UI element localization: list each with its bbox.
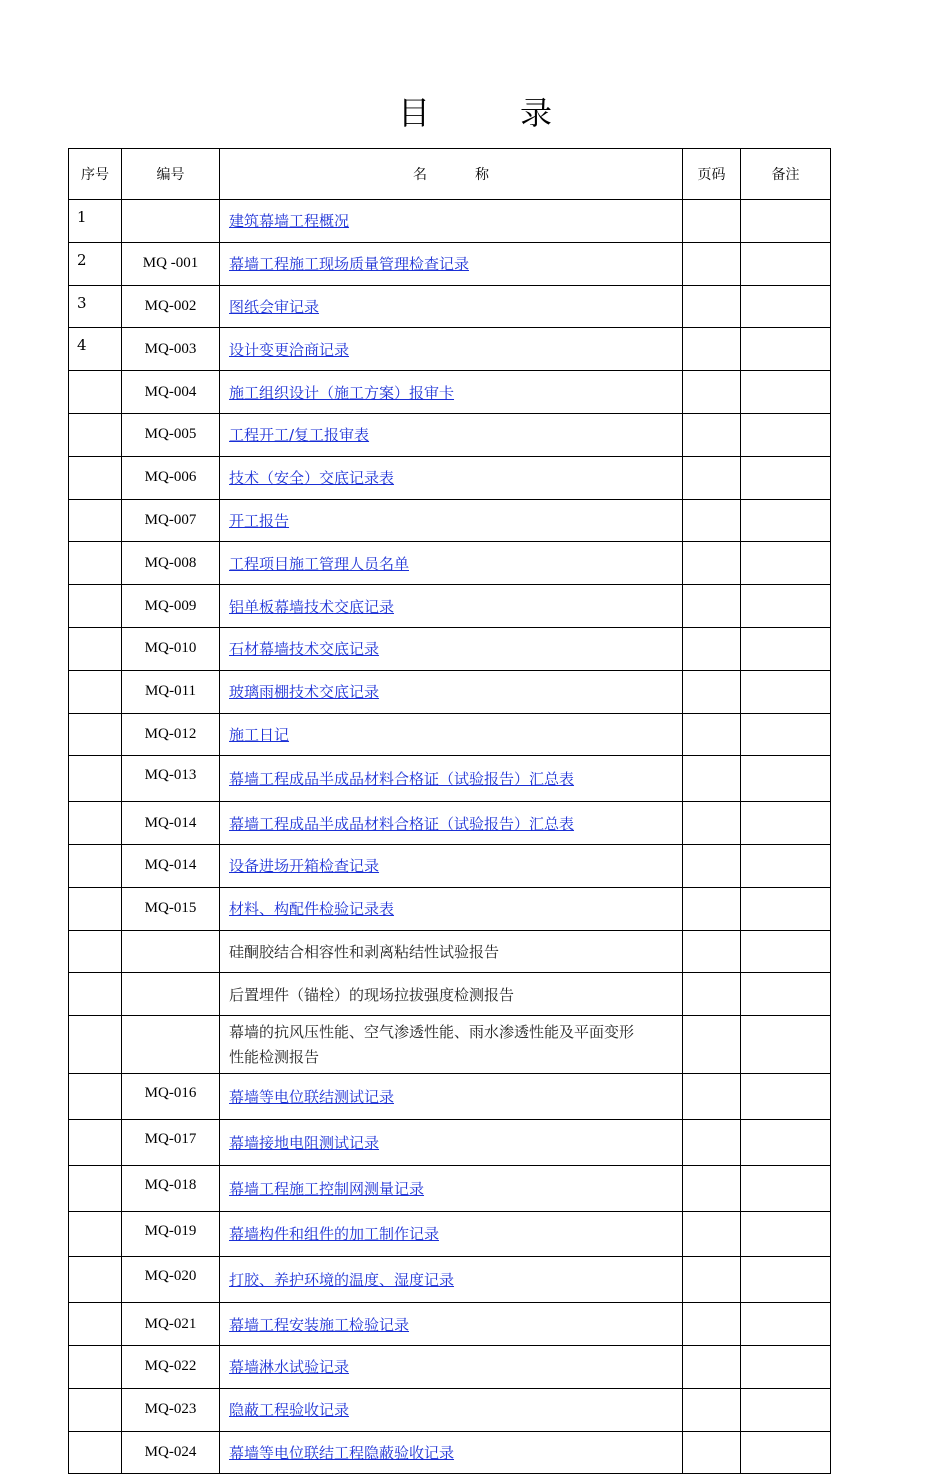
row-code [122, 930, 220, 973]
row-page [683, 973, 741, 1016]
row-note [741, 242, 831, 285]
row-seq [69, 713, 122, 756]
row-page [683, 627, 741, 670]
row-page [683, 1119, 741, 1165]
row-note [741, 627, 831, 670]
row-code: MQ-013 [122, 756, 220, 802]
row-name-cell [220, 1388, 683, 1431]
row-page [683, 1165, 741, 1211]
row-code: MQ-015 [122, 887, 220, 930]
table-row [69, 1211, 831, 1257]
row-name-cell [220, 200, 683, 243]
row-note [741, 1211, 831, 1257]
table-row [69, 585, 831, 628]
table-row [69, 1074, 831, 1120]
row-name-link[interactable]: 铝单板幕墙技术交底记录 [229, 597, 395, 616]
row-seq [69, 1257, 122, 1303]
row-seq [69, 1303, 122, 1346]
row-note [741, 1345, 831, 1388]
row-name-cell [220, 328, 683, 371]
row-page [683, 456, 741, 499]
row-name-link[interactable]: 幕墙淋水试验记录 [229, 1358, 350, 1377]
row-code: MQ-019 [122, 1211, 220, 1257]
row-page [683, 844, 741, 887]
row-name-cell [220, 1431, 683, 1474]
row-page [683, 328, 741, 371]
row-name-cell [220, 844, 683, 887]
row-name-cell [220, 285, 683, 328]
row-page [683, 242, 741, 285]
row-code: MQ-022 [122, 1345, 220, 1388]
title-char-1: 目 [397, 94, 430, 132]
row-code: MQ-016 [122, 1074, 220, 1120]
row-page [683, 413, 741, 456]
table-row [69, 456, 831, 499]
row-code: MQ-007 [122, 499, 220, 542]
row-seq: 4 [69, 328, 122, 371]
row-note [741, 1388, 831, 1431]
row-seq [69, 1211, 122, 1257]
row-seq: 1 [69, 200, 122, 243]
row-note [741, 1119, 831, 1165]
row-name-link[interactable]: 工程开工/复工报审表 [229, 426, 370, 445]
row-name-cell [220, 1345, 683, 1388]
toc-body [69, 200, 831, 1474]
header-seq: 序号 [69, 149, 122, 200]
row-name-link[interactable]: 幕墙工程成品半成品材料合格证（试验报告）汇总表 [229, 814, 575, 833]
row-page [683, 930, 741, 973]
row-name-link[interactable]: 石材幕墙技术交底记录 [229, 640, 380, 659]
row-seq [69, 1388, 122, 1431]
row-seq [69, 887, 122, 930]
page-title [0, 88, 950, 134]
header-note: 备注 [741, 149, 831, 200]
row-code: MQ-010 [122, 627, 220, 670]
row-name-cell [220, 242, 683, 285]
row-seq [69, 627, 122, 670]
row-page [683, 542, 741, 585]
row-code: MQ-011 [122, 670, 220, 713]
row-name-link[interactable]: 开工报告 [229, 511, 290, 530]
row-name-cell [220, 1119, 683, 1165]
row-page [683, 285, 741, 328]
table-row [69, 499, 831, 542]
row-code: MQ-014 [122, 802, 220, 845]
row-note [741, 1303, 831, 1346]
row-note [741, 1165, 831, 1211]
table-row [69, 413, 831, 456]
row-note [741, 1074, 831, 1120]
row-seq [69, 585, 122, 628]
table-row [69, 1016, 831, 1074]
row-seq [69, 456, 122, 499]
row-code: MQ-008 [122, 542, 220, 585]
header-page: 页码 [683, 149, 741, 200]
row-name-cell [220, 499, 683, 542]
row-seq [69, 844, 122, 887]
row-name-text: 硅酮胶结合相容性和剥离粘结性试验报告 [229, 942, 500, 961]
row-page [683, 756, 741, 802]
row-name-link[interactable]: 施工组织设计（施工方案）报审卡 [229, 383, 455, 402]
table-row [69, 1303, 831, 1346]
row-note [741, 413, 831, 456]
row-name-link[interactable]: 隐蔽工程验收记录 [229, 1401, 350, 1420]
row-seq [69, 1119, 122, 1165]
row-note [741, 844, 831, 887]
row-name-cell [220, 713, 683, 756]
row-name-cell [220, 670, 683, 713]
row-page [683, 1345, 741, 1388]
row-name-line-2: 性能检测报告 [229, 1047, 320, 1066]
table-row [69, 802, 831, 845]
row-seq [69, 1074, 122, 1120]
row-name-link[interactable]: 幕墙工程施工现场质量管理检查记录 [229, 255, 470, 274]
row-note [741, 756, 831, 802]
row-name-link[interactable]: 幕墙等电位联结测试记录 [229, 1088, 395, 1107]
row-page [683, 802, 741, 845]
title-char-2: 录 [520, 94, 553, 132]
row-code: MQ-024 [122, 1431, 220, 1474]
row-name-link[interactable]: 材料、构配件检验记录表 [229, 900, 395, 919]
row-page [683, 371, 741, 414]
row-page [683, 713, 741, 756]
row-page [683, 499, 741, 542]
row-code: MQ-006 [122, 456, 220, 499]
header-name-part-2: 称 [475, 167, 489, 183]
row-page [683, 1074, 741, 1120]
table-row [69, 1388, 831, 1431]
table-row [69, 1257, 831, 1303]
row-seq [69, 371, 122, 414]
row-page [683, 1388, 741, 1431]
row-name-text: 后置埋件（锚栓）的现场拉拔强度检测报告 [229, 985, 515, 1004]
table-row [69, 930, 831, 973]
row-seq [69, 413, 122, 456]
row-seq [69, 499, 122, 542]
row-note [741, 371, 831, 414]
table-row [69, 371, 831, 414]
row-page [683, 887, 741, 930]
row-name-cell [220, 585, 683, 628]
row-name-cell [220, 627, 683, 670]
row-code: MQ-017 [122, 1119, 220, 1165]
row-seq [69, 973, 122, 1016]
row-seq [69, 670, 122, 713]
row-name-link[interactable]: 打胶、养护环境的温度、湿度记录 [229, 1271, 455, 1290]
row-page [683, 585, 741, 628]
row-code: MQ-004 [122, 371, 220, 414]
table-row [69, 1345, 831, 1388]
row-name-cell [220, 930, 683, 973]
row-code [122, 200, 220, 243]
row-name-cell [220, 802, 683, 845]
row-name-link[interactable]: 幕墙等电位联结工程隐蔽验收记录 [229, 1443, 455, 1462]
row-note [741, 542, 831, 585]
row-note [741, 973, 831, 1016]
row-code [122, 1016, 220, 1074]
row-name-line-1: 幕墙的抗风压性能、空气渗透性能、雨水渗透性能及平面变形 [229, 1022, 635, 1041]
table-row [69, 756, 831, 802]
row-code: MQ -001 [122, 242, 220, 285]
row-code: MQ-021 [122, 1303, 220, 1346]
row-page [683, 1257, 741, 1303]
row-code: MQ-002 [122, 285, 220, 328]
row-name-cell [220, 542, 683, 585]
row-seq: 3 [69, 285, 122, 328]
row-name-link[interactable]: 工程项目施工管理人员名单 [229, 554, 410, 573]
header-code: 编号 [122, 149, 220, 200]
row-page [683, 200, 741, 243]
row-note [741, 456, 831, 499]
row-name-cell [220, 371, 683, 414]
table-row [69, 1431, 831, 1474]
row-name-link[interactable]: 设计变更洽商记录 [229, 340, 350, 359]
row-name-cell [220, 456, 683, 499]
table-row [69, 844, 831, 887]
row-note [741, 887, 831, 930]
table-row [69, 627, 831, 670]
table-row [69, 973, 831, 1016]
table-row [69, 713, 831, 756]
row-seq [69, 756, 122, 802]
row-seq [69, 930, 122, 973]
row-name-cell [220, 756, 683, 802]
row-name-link[interactable]: 图纸会审记录 [229, 297, 320, 316]
row-name-cell [220, 1211, 683, 1257]
row-code: MQ-014 [122, 844, 220, 887]
row-note [741, 930, 831, 973]
row-name-link[interactable]: 技术（安全）交底记录表 [229, 469, 395, 488]
row-code: MQ-023 [122, 1388, 220, 1431]
row-seq [69, 802, 122, 845]
table-row [69, 200, 831, 243]
row-note [741, 1431, 831, 1474]
row-seq: 2 [69, 242, 122, 285]
row-note [741, 802, 831, 845]
row-note [741, 713, 831, 756]
row-note [741, 1016, 831, 1074]
row-name-link[interactable]: 建筑幕墙工程概况 [229, 212, 350, 231]
row-page [683, 1016, 741, 1074]
row-name-cell [220, 1303, 683, 1346]
header-row [69, 149, 831, 200]
row-code: MQ-012 [122, 713, 220, 756]
toc-table [68, 148, 831, 1474]
row-seq [69, 542, 122, 585]
row-seq [69, 1345, 122, 1388]
row-code: MQ-020 [122, 1257, 220, 1303]
table-row [69, 1165, 831, 1211]
row-name-cell [220, 1165, 683, 1211]
row-code: MQ-009 [122, 585, 220, 628]
table-row [69, 1119, 831, 1165]
row-note [741, 499, 831, 542]
row-name-link[interactable]: 幕墙工程安装施工检验记录 [229, 1315, 410, 1334]
row-name-cell [220, 973, 683, 1016]
row-name-link[interactable]: 幕墙工程施工控制网测量记录 [229, 1179, 425, 1198]
row-note [741, 200, 831, 243]
row-page [683, 670, 741, 713]
table-row [69, 670, 831, 713]
row-name-link[interactable]: 幕墙工程成品半成品材料合格证（试验报告）汇总表 [229, 770, 575, 789]
row-code: MQ-005 [122, 413, 220, 456]
row-name-cell [220, 413, 683, 456]
row-note [741, 1257, 831, 1303]
row-note [741, 285, 831, 328]
table-row [69, 328, 831, 371]
row-page [683, 1303, 741, 1346]
row-seq [69, 1431, 122, 1474]
row-note [741, 670, 831, 713]
row-code: MQ-018 [122, 1165, 220, 1211]
table-row [69, 285, 831, 328]
row-name-link[interactable]: 设备进场开箱检查记录 [229, 857, 380, 876]
row-page [683, 1211, 741, 1257]
row-note [741, 585, 831, 628]
row-name-cell [220, 1016, 683, 1074]
row-page [683, 1431, 741, 1474]
row-name-cell [220, 1257, 683, 1303]
row-seq [69, 1165, 122, 1211]
row-name-cell [220, 887, 683, 930]
header-name [220, 149, 683, 200]
row-name-link[interactable]: 幕墙接地电阻测试记录 [229, 1133, 380, 1152]
table-row [69, 887, 831, 930]
table-row [69, 542, 831, 585]
table-row [69, 242, 831, 285]
row-name-cell [220, 1074, 683, 1120]
row-name-link[interactable]: 幕墙构件和组件的加工制作记录 [229, 1225, 440, 1244]
row-code [122, 973, 220, 1016]
header-name-part-1: 名 [413, 167, 427, 183]
row-note [741, 328, 831, 371]
row-code: MQ-003 [122, 328, 220, 371]
row-seq [69, 1016, 122, 1074]
row-name-link[interactable]: 施工日记 [229, 725, 290, 744]
row-name-link[interactable]: 玻璃雨棚技术交底记录 [229, 683, 380, 702]
